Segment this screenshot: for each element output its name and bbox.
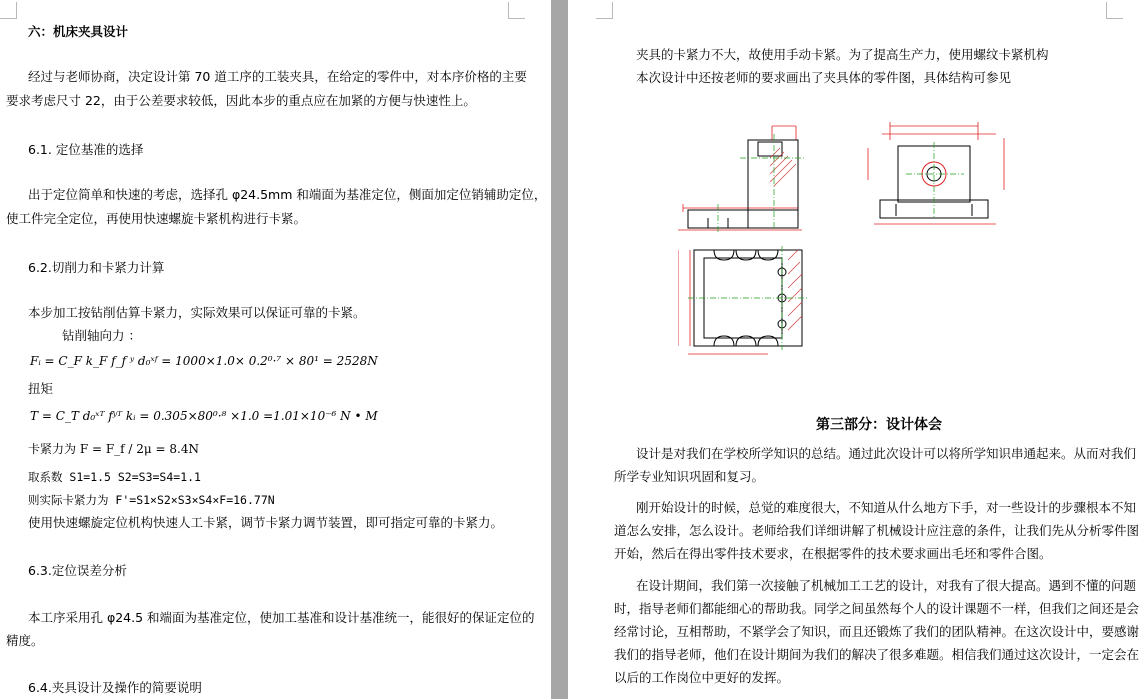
paragraph-line: 刚开始设计的时候，总觉的难度很大，不知道从什么地方下手，对一些设计的步骤根本不知 — [636, 500, 1137, 515]
side-view — [678, 126, 806, 232]
paragraph-line: 夹具的卡紧力不大，故使用手动卡紧。为了提高生产力，使用螺纹卡紧机构 — [636, 47, 1049, 62]
formula-clamp-force: 卡紧力为 F = F_f / 2μ = 8.4N — [28, 442, 199, 456]
subsection-title: 6.4.夹具设计及操作的简要说明 — [28, 680, 202, 695]
crop-mark — [596, 2, 613, 19]
document-page-right — [568, 0, 1140, 699]
paragraph-line: 使用快速螺旋定位机构快速人工卡紧，调节卡紧力调节装置，即可指定可靠的卡紧力。 — [28, 515, 504, 530]
paragraph-line: 时，指导老师们都能细心的帮助我。同学之间虽然每个人的设计课题不一样，但我们之间还是会 — [614, 601, 1140, 616]
paragraph-line: 使工件完全定位，再使用快速螺旋卡紧机构进行卡紧。 — [6, 211, 307, 226]
paragraph-line: 取系数 S1=1.5 S2=S3=S4=1.1 — [28, 470, 201, 484]
paragraph-line: 经过与老师协商，决定设计第 70 道工序的工装夹具，在给定的零件中，对本序价格的主要 — [28, 69, 527, 84]
paragraph-line: 扭矩 — [28, 381, 54, 396]
paragraph-line: 经常讨论，互相帮助，不紧学会了知识，而且还锻炼了我们的团队精神。在这次设计中，要感谢 — [614, 624, 1140, 639]
front-view — [868, 122, 1004, 224]
crop-mark — [1106, 2, 1123, 19]
paragraph-line: 出于定位简单和快速的考虑，选择孔 φ24.5mm 和端面为基准定位，侧面加定位销辅助定位， — [28, 187, 547, 202]
paragraph-line: 以后的工作岗位中更好的发挥。 — [614, 670, 790, 685]
paragraph-line: 设计是对我们在学校所学知识的总结。通过此次设计可以将所学知识串通起来。从而对我们 — [636, 446, 1137, 461]
fixture-engineering-drawing — [678, 118, 1018, 358]
subsection-title: 6.3.定位误差分析 — [28, 563, 127, 578]
paragraph-line: 在设计期间，我们第一次接触了机械加工工艺的设计，对我有了很大提高。遇到不懂的问题 — [636, 578, 1137, 593]
section-title: 六：机床夹具设计 — [28, 24, 129, 39]
paragraph-line: 钻削轴向力 ： — [62, 328, 141, 343]
paragraph-line: 精度。 — [6, 633, 44, 648]
paragraph-line: 所学专业知识巩固和复习。 — [614, 469, 765, 484]
formula-drilling-force: Fᵢ = C_F k_F f_f ʸ d₀ˣᶠ = 1000×1.0× 0.2⁰·⁷ × 80¹ = 2528N — [30, 354, 378, 368]
paragraph-line: 要求考虑尺寸 22，由于公差要求较低，因此本步的重点应在加紧的方便与快速性上。 — [6, 93, 476, 108]
crop-mark — [508, 2, 525, 19]
paragraph-line: 道怎么安排，怎么设计。老师给我们详细讲解了机械设计应注意的条件，让我们先从分析零件图 — [614, 523, 1140, 538]
top-view — [678, 246, 808, 354]
formula-torque: T = C_T d₀ˣᵀ fʸᵀ kᵢ = 0.305×80⁰·⁸ ×1.0 =1.01×10⁻⁶ N • M — [30, 409, 378, 423]
paragraph-line: 开始，然后在得出零件技术要求，在根据零件的技术要求画出毛坯和零件合图。 — [614, 546, 1052, 561]
crop-mark — [0, 2, 17, 19]
page-gap — [551, 0, 568, 699]
paragraph-line: 本工序采用孔 φ24.5 和端面为基准定位，使加工基准和设计基准统一，能很好的保证定位的 — [28, 610, 535, 625]
paragraph-line: 则实际卡紧力为 F'=S1×S2×S3×S4×F=16.77N — [28, 493, 275, 507]
subsection-title: 6.2.切削力和卡紧力计算 — [28, 260, 165, 275]
subsection-title: 6.1. 定位基准的选择 — [28, 142, 144, 157]
document-page-left — [0, 0, 551, 699]
paragraph-line: 我们的指导老师，他们在设计期间为我们的解决了很多难题。相信我们通过这次设计，一定会在 — [614, 647, 1140, 662]
paragraph-line: 本次设计中还按老师的要求画出了夹具体的零件图，具体结构可参见 — [636, 70, 1012, 85]
paragraph-line: 本步加工按钻削估算卡紧力，实际效果可以保证可靠的卡紧。 — [28, 305, 366, 320]
part-title: 第三部分：设计体会 — [816, 417, 942, 433]
